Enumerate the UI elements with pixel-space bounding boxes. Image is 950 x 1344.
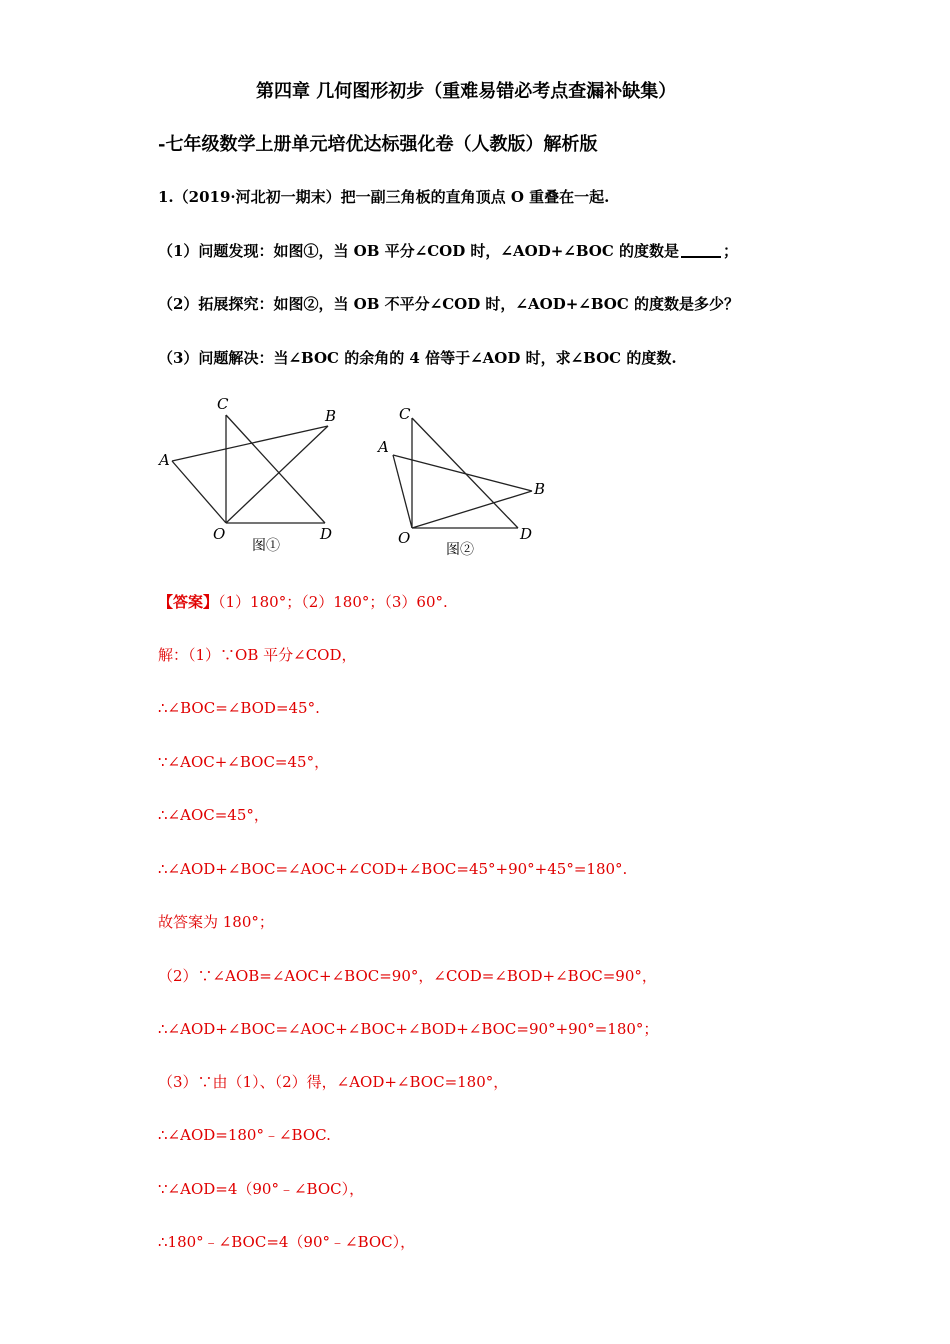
fig2-segment-ao <box>393 455 412 528</box>
fig1-label-c: C <box>217 395 229 413</box>
fig2-segment-ab <box>393 455 532 491</box>
solution-line: ∴∠BOC=∠BOD=45°. <box>158 699 320 717</box>
figure-1 <box>150 388 350 563</box>
fig1-segment-ao <box>172 461 226 523</box>
fig2-label-b: B <box>534 480 546 498</box>
question-1-tail: ； <box>723 242 739 260</box>
problem-intro: 1.（2019·河北初一期末）把一副三角板的直角顶点 O 重叠在一起. <box>158 188 610 206</box>
fig2-label-c: C <box>399 405 411 423</box>
solution-line: （3）∵由（1）、（2）得，∠AOD+∠BOC=180°， <box>158 1073 509 1091</box>
doc-title: 第四章 几何图形初步（重难易错必考点查漏补缺集） <box>256 81 677 102</box>
figure-2 <box>370 398 550 563</box>
solution-line: ∵∠AOD=4（90°﹣∠BOC）， <box>158 1180 365 1198</box>
fig1-label-b: B <box>325 407 337 425</box>
solution-line: 故答案为 180°； <box>158 913 274 931</box>
question-1-text: （1）问题发现：如图①，当 OB 平分∠COD 时，∠AOD+∠BOC 的度数是 <box>158 242 680 260</box>
fig2-label-o: O <box>398 529 411 547</box>
question-1 <box>158 241 738 261</box>
fig1-caption: 图① <box>252 538 280 554</box>
solution-line: （2）∵∠AOB=∠AOC+∠BOC=90°，∠COD=∠BOD+∠BOC=90°， <box>158 967 657 985</box>
solution-line: ∴∠AOC=45°， <box>158 806 269 824</box>
question-2: （2）拓展探究：如图②，当 OB 不平分∠COD 时，∠AOD+∠BOC 的度数是多少？ <box>158 295 740 313</box>
fig1-label-d: D <box>320 525 333 543</box>
answer-blank <box>681 242 721 258</box>
solution-line: 解：（1）∵OB 平分∠COD， <box>158 646 357 664</box>
solution-line: ∴∠AOD+∠BOC=∠AOC+∠BOC+∠BOD+∠BOC=90°+90°=180°； <box>158 1020 659 1038</box>
answer-summary-text: （1）180°；（2）180°；（3）60°. <box>218 593 448 611</box>
solution-line: ∴∠AOD=180°﹣∠BOC. <box>158 1126 331 1144</box>
fig1-segment-ob <box>226 426 328 523</box>
fig2-label-a: A <box>378 438 389 456</box>
answer-summary <box>158 592 448 612</box>
solution-line: ∴∠AOD+∠BOC=∠AOC+∠COD+∠BOC=45°+90°+45°=180°. <box>158 860 628 878</box>
solution-line: ∴180°﹣∠BOC=4（90°﹣∠BOC）， <box>158 1233 416 1251</box>
question-3: （3）问题解决：当∠BOC 的余角的 4 倍等于∠AOD 时，求∠BOC 的度数. <box>158 349 677 367</box>
fig2-label-d: D <box>520 525 533 543</box>
solution-line: ∵∠AOC+∠BOC=45°， <box>158 753 330 771</box>
fig1-segment-ab <box>172 426 328 461</box>
fig1-label-a: A <box>159 451 170 469</box>
fig1-label-o: O <box>213 525 226 543</box>
answer-tag: 【答案】 <box>158 593 219 611</box>
fig1-segment-cd <box>226 415 325 523</box>
fig2-segment-ob <box>412 491 532 528</box>
fig2-caption: 图② <box>446 542 474 558</box>
doc-subtitle: -七年级数学上册单元培优达标强化卷（人教版）解析版 <box>158 134 598 155</box>
